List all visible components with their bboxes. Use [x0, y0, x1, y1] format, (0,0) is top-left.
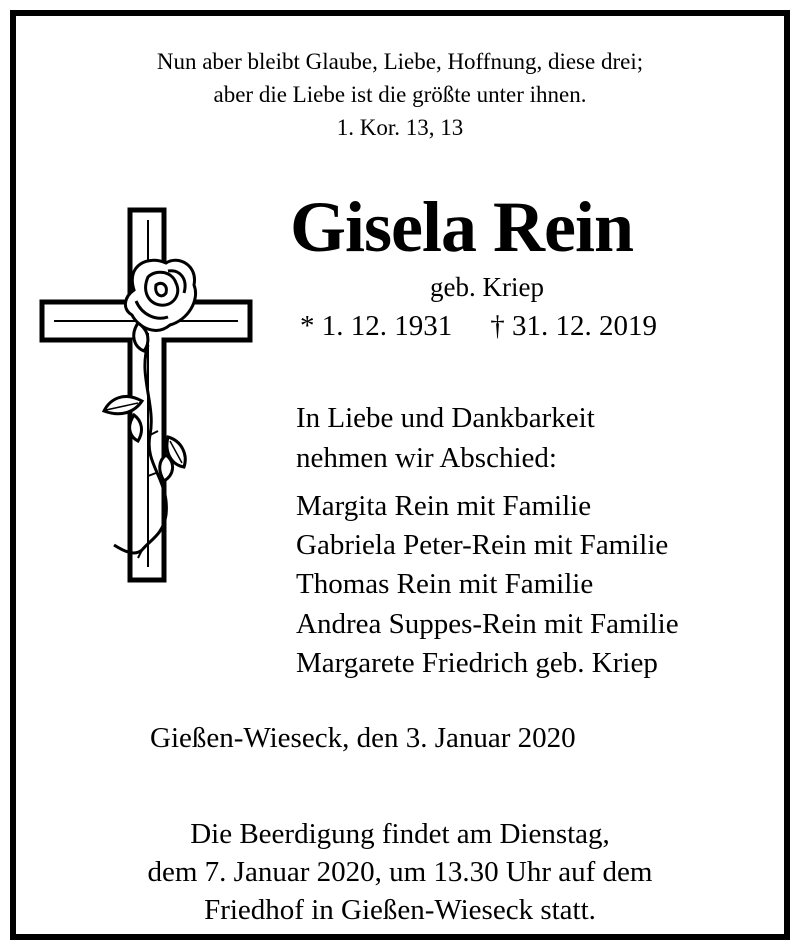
life-dates: [300, 310, 657, 343]
mourner-item: Thomas Rein mit Familie: [296, 568, 594, 601]
burial-line-1: Die Beerdigung findet am Dienstag,: [190, 818, 610, 850]
death-date: † 31. 12. 2019: [490, 310, 657, 342]
farewell-line-2: nehmen wir Abschied:: [296, 442, 557, 474]
place-and-date: Gießen-Wieseck, den 3. Januar 2020: [150, 722, 576, 754]
farewell-line-1: In Liebe und Dankbarkeit: [296, 402, 595, 434]
birth-name: geb. Kriep: [430, 272, 544, 302]
verse-line-2: aber die Liebe ist die größte unter ihnen.: [213, 82, 587, 107]
mourner-item: Margita Rein mit Familie: [296, 490, 592, 522]
verse-line-1: Nun aber bleibt Glaube, Liebe, Hoffnung, diese drei;: [156, 49, 644, 74]
mourner-item: Margarete Friedrich geb. Kriep: [296, 646, 658, 679]
mourner-item: Andrea Suppes-Rein mit Familie: [296, 607, 679, 640]
cross-with-rose-icon: [38, 205, 263, 585]
verse-reference: 1. Kor. 13, 13: [336, 115, 464, 140]
burial-line-3: Friedhof in Gießen-Wieseck statt.: [204, 894, 596, 926]
birth-date: * 1. 12. 1931: [300, 310, 453, 342]
deceased-name: Gisela Rein: [290, 187, 633, 267]
mourners-list: [296, 487, 679, 683]
burial-notice: [0, 815, 800, 929]
burial-line-2: dem 7. Januar 2020, um 13.30 Uhr auf dem: [147, 856, 653, 888]
mourner-item: Gabriela Peter-Rein mit Familie: [296, 529, 669, 562]
